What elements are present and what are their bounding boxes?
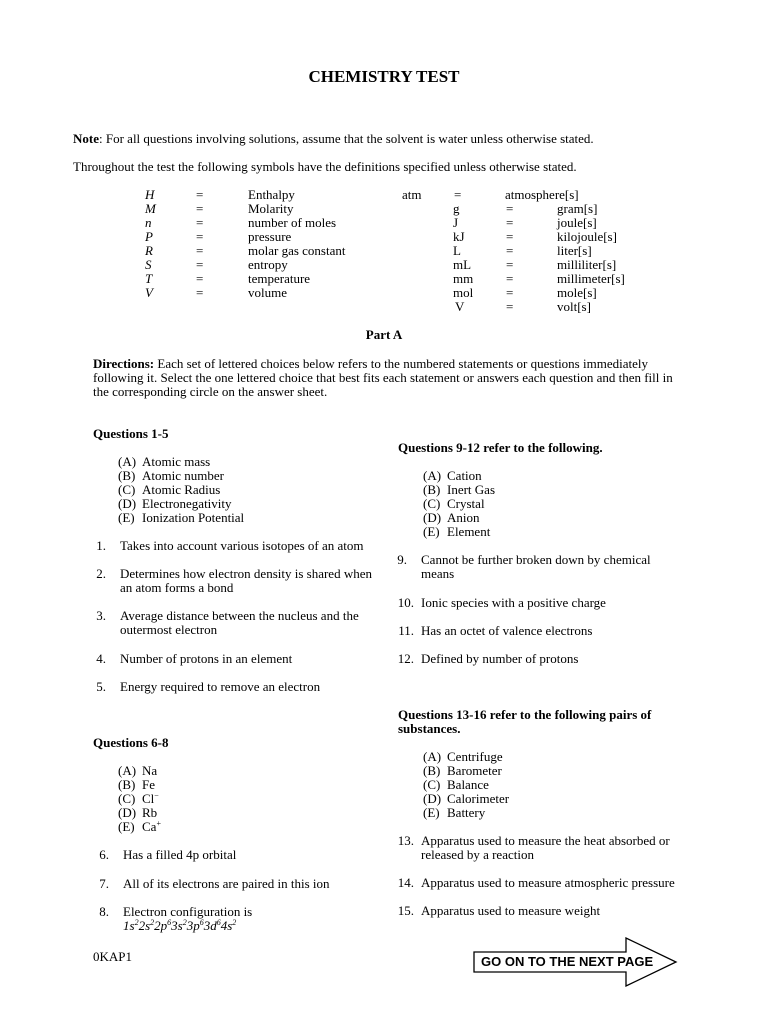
question-number: 9. xyxy=(397,552,407,567)
choice-text: Crystal xyxy=(447,496,485,511)
orbital-count: 6 xyxy=(199,918,204,927)
orbital: 2p xyxy=(154,918,168,933)
next-page-arrow xyxy=(473,937,678,987)
symbol-equals: = xyxy=(196,229,204,244)
orbital: 3s xyxy=(171,918,183,933)
question-number: 15. xyxy=(397,903,414,918)
question-text: Apparatus used to measure atmospheric pressure xyxy=(421,875,675,890)
note-label: Note xyxy=(73,131,99,146)
choice-text: Ionization Potential xyxy=(142,510,245,525)
unit-symbol: J xyxy=(453,215,459,230)
choice-letter: (C) xyxy=(118,482,136,497)
question-number: 2. xyxy=(96,566,106,581)
choice-item xyxy=(118,511,244,525)
orbital-count: 6 xyxy=(167,918,172,927)
choice-text: Cation xyxy=(447,468,482,483)
choice-item xyxy=(118,792,159,806)
choice-text: Atomic number xyxy=(142,468,224,483)
question-text: Takes into account various isotopes of an atom xyxy=(120,538,364,553)
question-text: Defined by number of protons xyxy=(421,651,579,666)
symbol: H xyxy=(145,187,155,202)
orbital: 3d xyxy=(203,918,217,933)
note-text: : For all questions involving solutions, assume that the solvent is water unless otherwise stated. xyxy=(99,131,594,146)
symbol: S xyxy=(145,257,152,272)
symbols-intro: Throughout the test the following symbols have the definitions specified unless otherwise stated. xyxy=(73,159,577,174)
unit-equals: = xyxy=(506,201,514,216)
question-text: All of its electrons are paired in this ion xyxy=(123,876,330,891)
choice-text: Ca xyxy=(142,819,157,834)
question-text: Electron configuration is xyxy=(123,904,253,919)
choice-text: Fe xyxy=(142,777,155,792)
orbital-count: 2 xyxy=(182,918,187,927)
unit-equals: = xyxy=(454,187,462,202)
question-text: Has an octet of valence electrons xyxy=(421,623,593,638)
choice-item xyxy=(423,469,482,483)
question-group-heading: Questions 13-16 refer to the following pairs of substances. xyxy=(398,707,652,736)
question-text: Determines how electron density is shared when an atom forms a bond xyxy=(120,566,372,595)
question-number: 11. xyxy=(398,623,414,638)
choice-item xyxy=(423,792,509,806)
symbol-definition: Molarity xyxy=(248,201,294,216)
choice-letter: (C) xyxy=(423,496,441,511)
choice-text: Cl xyxy=(142,791,155,806)
question-number: 6. xyxy=(99,847,109,862)
symbol-definition: entropy xyxy=(248,257,288,272)
question-number: 10. xyxy=(397,595,414,610)
unit-equals: = xyxy=(506,215,514,230)
unit-symbol: mol xyxy=(453,285,474,300)
unit-equals: = xyxy=(506,271,514,286)
symbol-definition: number of moles xyxy=(248,215,337,230)
choice-item xyxy=(118,820,161,834)
choice-text: Balance xyxy=(447,777,489,792)
choice-item xyxy=(118,778,155,792)
choice-item xyxy=(423,483,495,497)
choice-letter: (E) xyxy=(118,510,135,525)
next-page-label: GO ON TO THE NEXT PAGE xyxy=(481,954,654,969)
charge-superscript: + xyxy=(156,819,161,828)
directions-text: Each set of lettered choices below refers to the numbered statements or questions immediately following it. Select the one lettered choice that best fits each statement or answers each question and then fill in the corresponding circle on the answer sheet. xyxy=(93,356,673,399)
choice-text: Electronegativity xyxy=(142,496,232,511)
directions-label: Directions: xyxy=(93,356,155,371)
choice-item xyxy=(423,525,490,539)
orbital: 3p xyxy=(186,918,200,933)
symbol-definition: pressure xyxy=(248,229,292,244)
orbital-count: 6 xyxy=(216,918,221,927)
choice-item xyxy=(118,764,157,778)
choice-text: Battery xyxy=(447,805,486,820)
question-number: 13. xyxy=(397,833,414,848)
question-number: 1. xyxy=(96,538,106,553)
choice-item xyxy=(423,778,489,792)
symbol-equals: = xyxy=(196,243,204,258)
unit-definition: kilojoule[s] xyxy=(557,229,617,244)
unit-definition: milliliter[s] xyxy=(557,257,617,272)
question-number: 8. xyxy=(99,904,109,919)
charge-superscript: − xyxy=(154,791,159,800)
choice-letter: (A) xyxy=(423,468,442,483)
symbol: P xyxy=(145,229,153,244)
unit-definition: volt[s] xyxy=(557,299,591,314)
choice-item xyxy=(423,497,485,511)
choice-letter: (B) xyxy=(423,763,441,778)
choice-text: Atomic mass xyxy=(142,454,211,469)
choice-item xyxy=(423,764,502,778)
symbol-definition: molar gas constant xyxy=(248,243,346,258)
question-text: Has a filled 4p orbital xyxy=(123,847,237,862)
question-number: 4. xyxy=(96,651,106,666)
choice-item xyxy=(118,806,157,820)
question-text: Energy required to remove an electron xyxy=(120,679,321,694)
unit-symbol: mm xyxy=(453,271,474,286)
choice-item xyxy=(118,483,220,497)
choice-letter: (B) xyxy=(423,482,441,497)
symbol-equals: = xyxy=(196,215,204,230)
question-text: Apparatus used to measure the heat absorbed or released by a reaction xyxy=(421,833,670,862)
choice-letter: (A) xyxy=(118,454,137,469)
question-number: 3. xyxy=(96,608,106,623)
unit-equals: = xyxy=(506,243,514,258)
question-number: 7. xyxy=(99,876,109,891)
choice-letter: (C) xyxy=(423,777,441,792)
unit-symbol: V xyxy=(455,299,465,314)
choice-letter: (A) xyxy=(118,763,137,778)
question-group-heading: Questions 9-12 refer to the following. xyxy=(398,440,603,455)
symbol: n xyxy=(145,215,152,230)
unit-definition: liter[s] xyxy=(557,243,592,258)
choice-text: Anion xyxy=(447,510,480,525)
question-group-heading: Questions 1-5 xyxy=(93,426,169,441)
choice-letter: (D) xyxy=(118,805,137,820)
choice-text: Centrifuge xyxy=(447,749,503,764)
question-text: Ionic species with a positive charge xyxy=(421,595,606,610)
symbol: T xyxy=(145,271,153,286)
choice-text: Na xyxy=(142,763,158,778)
unit-symbol: L xyxy=(453,243,461,258)
choice-letter: (E) xyxy=(423,524,440,539)
unit-equals: = xyxy=(506,229,514,244)
question-text: Number of protons in an element xyxy=(120,651,293,666)
electron-configuration xyxy=(123,919,236,933)
section-heading-part-a: Part A xyxy=(365,327,403,342)
choice-text: Atomic Radius xyxy=(142,482,221,497)
directions xyxy=(93,357,673,399)
note xyxy=(73,132,594,146)
choice-letter: (E) xyxy=(423,805,440,820)
unit-equals: = xyxy=(506,299,514,314)
unit-definition: gram[s] xyxy=(557,201,598,216)
symbol-equals: = xyxy=(196,257,204,272)
orbital: 2s xyxy=(138,918,151,933)
orbital-count: 2 xyxy=(134,918,139,927)
question-number: 14. xyxy=(397,875,414,890)
unit-definition: mole[s] xyxy=(557,285,597,300)
choice-item xyxy=(118,497,232,511)
question-text: Apparatus used to measure weight xyxy=(421,903,601,918)
symbol: V xyxy=(145,285,153,300)
choice-letter: (B) xyxy=(118,468,136,483)
unit-definition: joule[s] xyxy=(557,215,597,230)
choice-letter: (C) xyxy=(118,791,136,806)
symbol: M xyxy=(145,201,156,216)
choice-item xyxy=(423,511,480,525)
page-title: CHEMISTRY TEST xyxy=(308,67,460,86)
symbol-equals: = xyxy=(196,187,204,202)
symbol-definition: Enthalpy xyxy=(248,187,295,202)
choice-text: Inert Gas xyxy=(447,482,496,497)
symbol-equals: = xyxy=(196,271,204,286)
choice-item xyxy=(423,750,503,764)
question-group-heading: Questions 6-8 xyxy=(93,735,169,750)
question-text: Cannot be further broken down by chemical means xyxy=(421,552,651,581)
choice-text: Barometer xyxy=(447,763,502,778)
orbital-count: 2 xyxy=(232,918,237,927)
page-code: 0KAP1 xyxy=(93,949,133,964)
unit-equals: = xyxy=(506,257,514,272)
symbol-equals: = xyxy=(196,285,204,300)
choice-item xyxy=(423,806,485,820)
choice-letter: (E) xyxy=(118,819,135,834)
symbol-equals: = xyxy=(196,201,204,216)
choice-item xyxy=(118,455,210,469)
choice-letter: (D) xyxy=(423,510,442,525)
orbital: 4s xyxy=(220,918,233,933)
orbital: 1s xyxy=(123,918,135,933)
unit-symbol: atm xyxy=(402,187,422,202)
symbol-definition: volume xyxy=(248,285,287,300)
choice-text: Rb xyxy=(142,805,158,820)
choice-text: Calorimeter xyxy=(447,791,510,806)
unit-symbol: mL xyxy=(453,257,472,272)
choice-item xyxy=(118,469,224,483)
unit-definition: atmosphere[s] xyxy=(505,187,579,202)
choice-letter: (B) xyxy=(118,777,136,792)
symbol-definition: temperature xyxy=(248,271,311,286)
unit-definition: millimeter[s] xyxy=(557,271,625,286)
unit-symbol: kJ xyxy=(453,229,465,244)
choice-letter: (D) xyxy=(118,496,137,511)
orbital-count: 2 xyxy=(150,918,155,927)
unit-symbol: g xyxy=(453,201,460,216)
symbol: R xyxy=(145,243,153,258)
choice-letter: (A) xyxy=(423,749,442,764)
choice-letter: (D) xyxy=(423,791,442,806)
choice-text: Element xyxy=(447,524,491,539)
question-number: 5. xyxy=(96,679,106,694)
question-number: 12. xyxy=(397,651,414,666)
unit-equals: = xyxy=(506,285,514,300)
question-text: Average distance between the nucleus and the outermost electron xyxy=(120,608,359,637)
